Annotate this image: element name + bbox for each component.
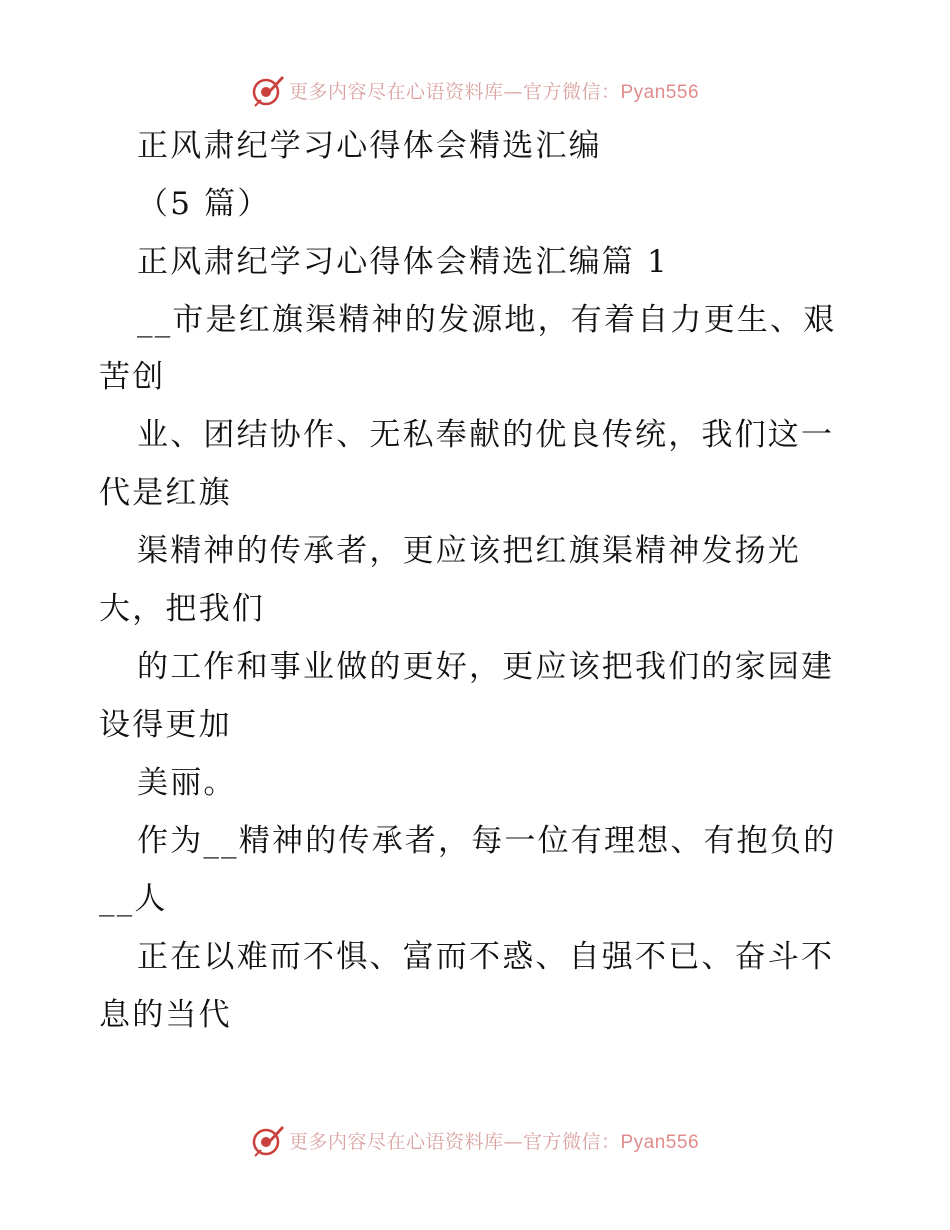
document-subtitle: （5 篇） — [137, 186, 271, 222]
watermark-text: 更多内容尽在心语资料库—官方微信：Pyan556 — [288, 80, 700, 103]
paragraph-line: 大，把我们 — [99, 591, 265, 627]
paragraph-line: 美丽。 — [137, 765, 237, 801]
paragraph-line: 苦创 — [99, 359, 166, 395]
header-watermark — [0, 70, 950, 110]
quill-seal-icon — [251, 73, 285, 107]
paragraph-line: __市是红旗渠精神的发源地，有着自力更生、艰 — [137, 302, 837, 338]
watermark-text: 更多内容尽在心语资料库—官方微信：Pyan556 — [288, 1130, 700, 1153]
quill-seal-icon — [251, 1123, 285, 1157]
paragraph-line: 设得更加 — [99, 707, 232, 743]
footer-watermark — [0, 1120, 950, 1160]
paragraph-line: 渠精神的传承者，更应该把红旗渠精神发扬光 — [137, 533, 801, 569]
paragraph-line: __人 — [99, 881, 168, 917]
paragraph-line: 的工作和事业做的更好，更应该把我们的家园建 — [137, 649, 835, 685]
paragraph-line: 正在以难而不惧、富而不惑、自强不已、奋斗不 — [137, 939, 835, 975]
paragraph-line: 代是红旗 — [99, 475, 232, 511]
section-heading: 正风肃纪学习心得体会精选汇编篇 1 — [137, 244, 669, 280]
document-title: 正风肃纪学习心得体会精选汇编 — [137, 128, 602, 164]
paragraph-line: 息的当代 — [99, 997, 232, 1033]
paragraph-line: 业、团结协作、无私奉献的优良传统，我们这一 — [137, 417, 835, 453]
paragraph-line: 作为__精神的传承者，每一位有理想、有抱负的 — [137, 823, 837, 859]
